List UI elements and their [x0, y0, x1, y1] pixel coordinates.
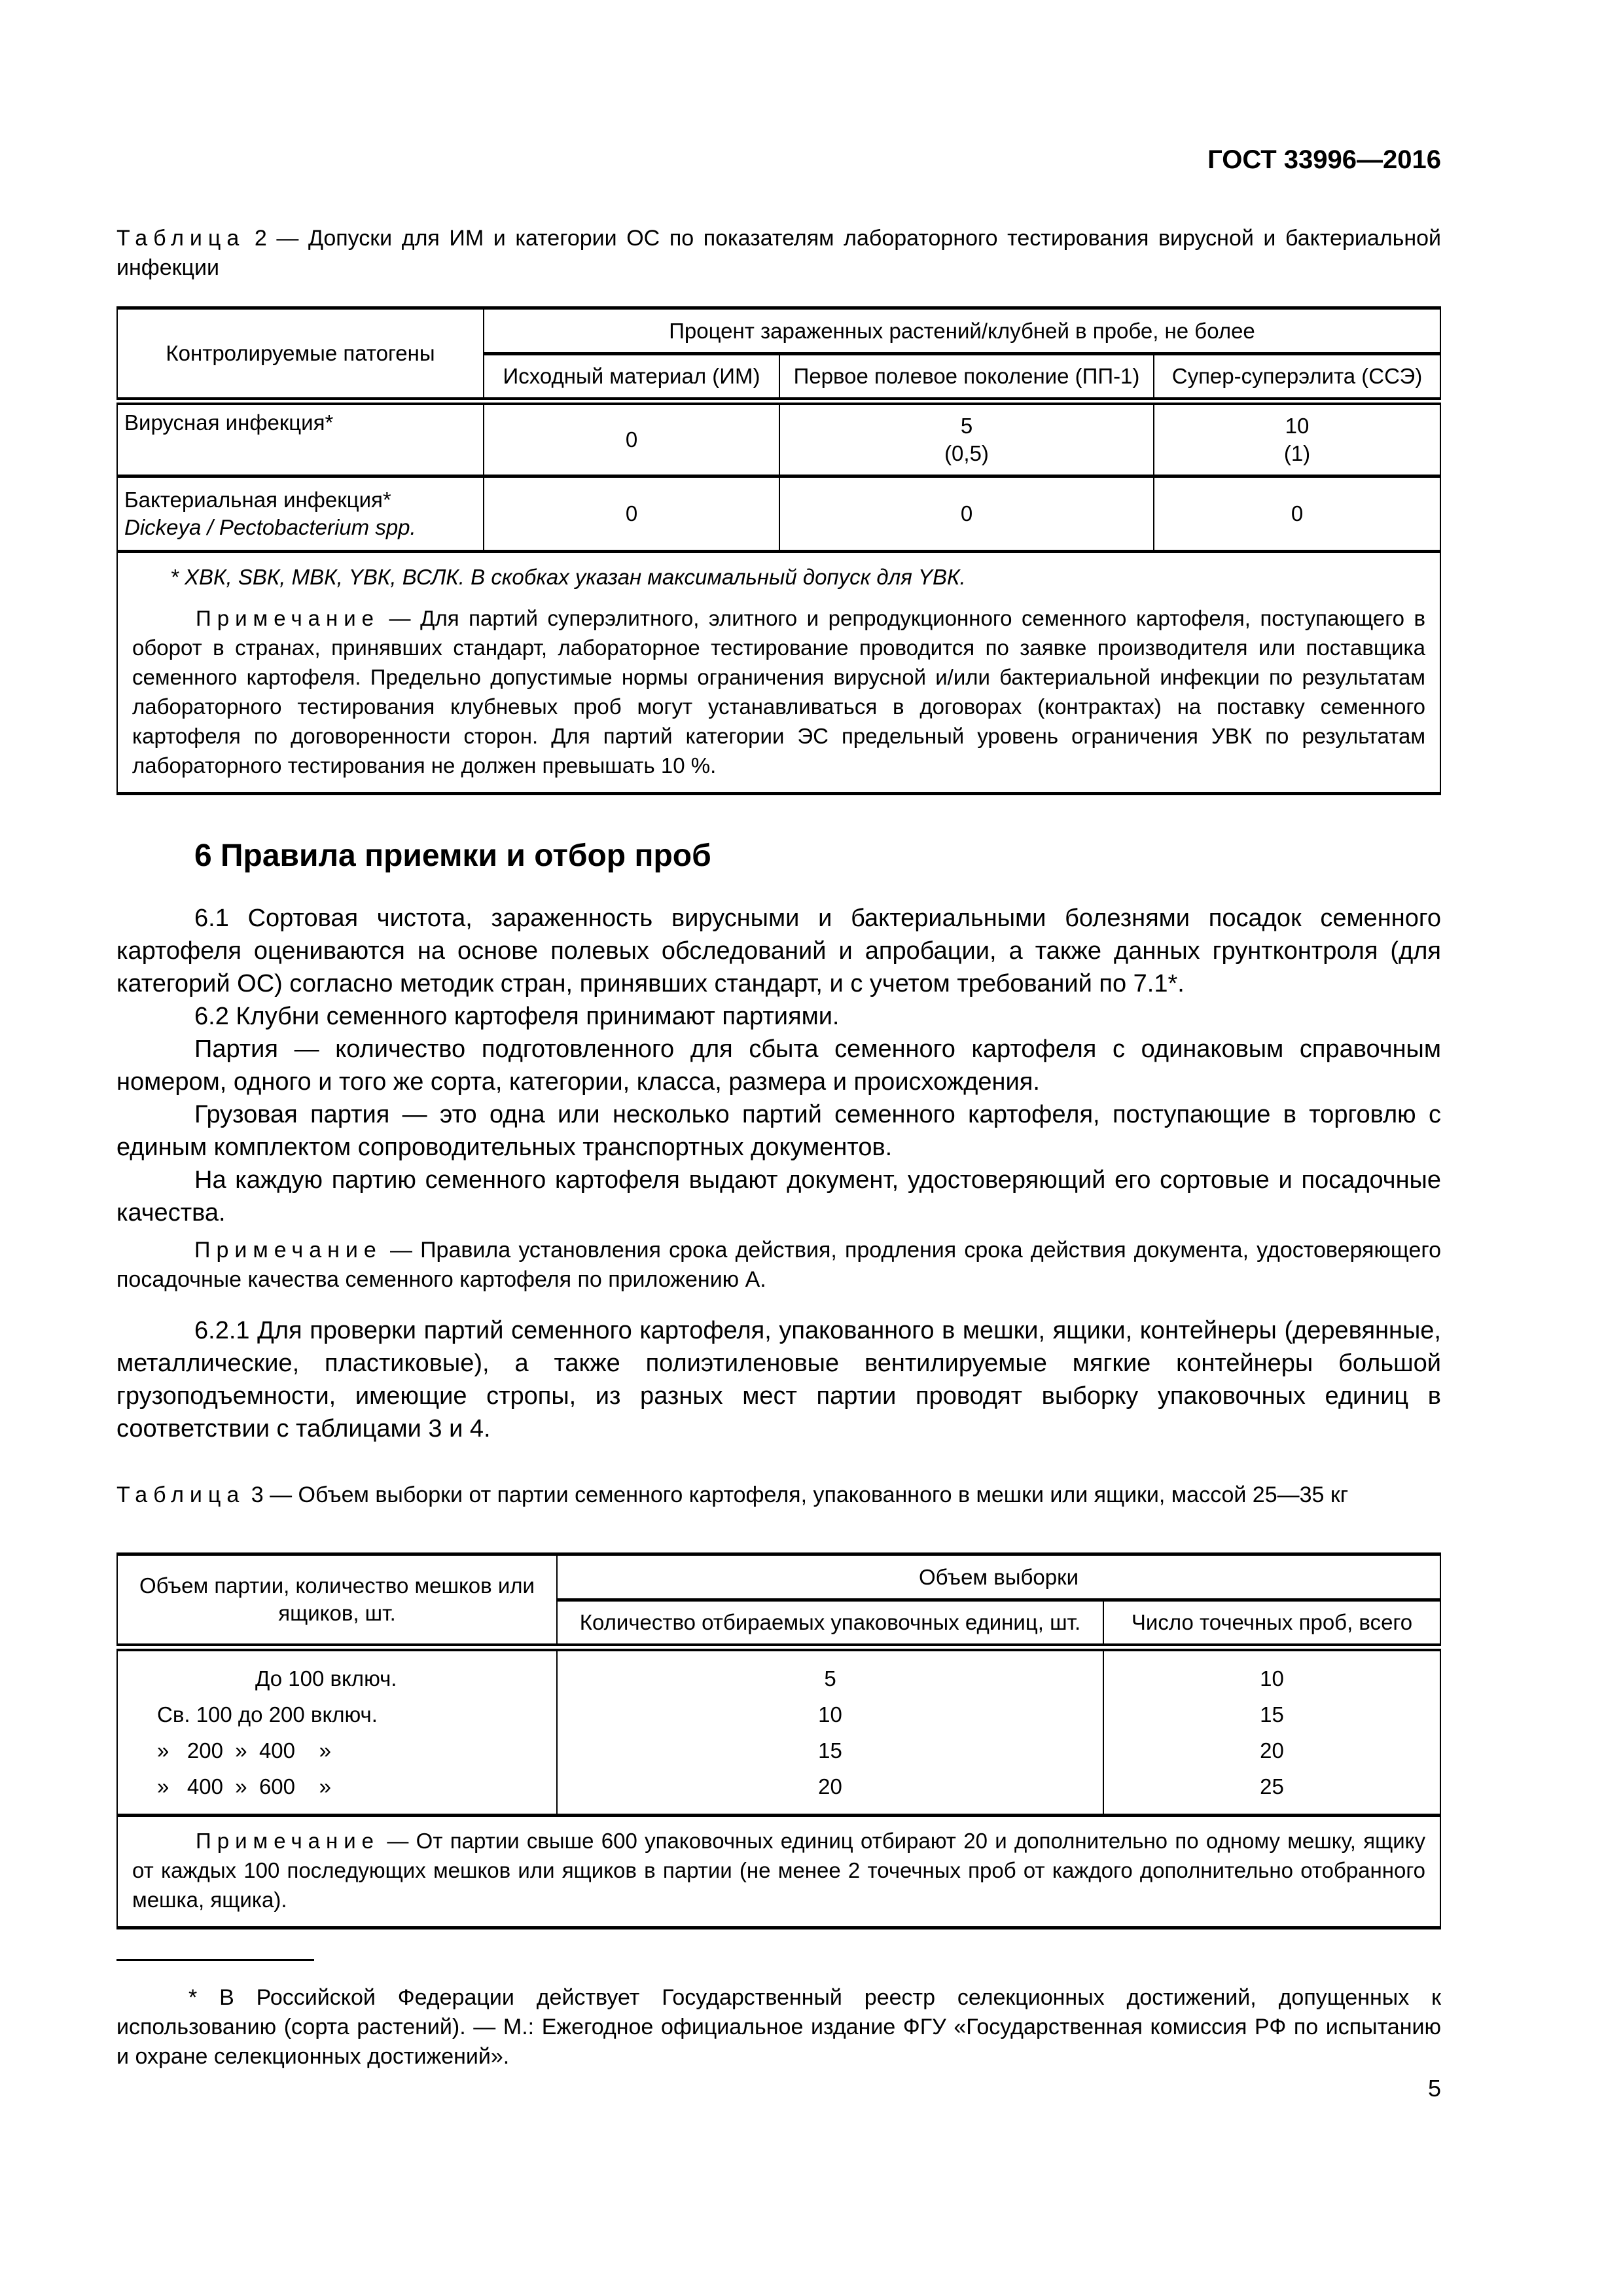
- value-sse-ybk: (1): [1283, 440, 1311, 465]
- row-value: 0: [1154, 476, 1440, 552]
- table-row: [117, 1768, 1440, 1816]
- table2-col-im: Исходный материал (ИМ): [484, 354, 779, 401]
- section6-note: [116, 1236, 1441, 1295]
- table3-caption: [116, 1480, 1441, 1510]
- row-name: Вирусная инфекция*: [117, 401, 484, 476]
- table2-col-sse: Супер-суперэлита (ССЭ): [1154, 354, 1440, 401]
- row-samples: 25: [1103, 1768, 1440, 1816]
- table2-note: [132, 603, 1425, 780]
- page-number: 5: [1427, 2075, 1441, 2102]
- row-samples: 10: [1103, 1647, 1440, 1696]
- row-units: 10: [557, 1696, 1103, 1732]
- table3-caption-label: Таблица: [116, 1482, 245, 1507]
- table2-header-pathogens: Контролируемые патогены: [117, 308, 484, 401]
- table3-col-samples: Число точечных проб, всего: [1103, 1600, 1440, 1647]
- table-row: [117, 1696, 1440, 1732]
- row-samples: 15: [1103, 1696, 1440, 1732]
- table2: [116, 306, 1441, 795]
- table3-header-lot: Объем партии, количество мешков или ящиков, шт.: [117, 1554, 557, 1647]
- table-row: [117, 476, 1440, 552]
- table2-notes: [117, 552, 1440, 794]
- table3-note-text: [132, 1826, 1425, 1914]
- row-name: [117, 476, 484, 552]
- note-label: Примечание: [196, 1828, 380, 1853]
- row-range: » 200 » 400 »: [117, 1732, 557, 1768]
- note-text: — Правила установления срока действия, продления срока действия документа, удостоверяющего посадочные качества семенного картофеля по приложению А.: [116, 1238, 1441, 1292]
- section-heading: 6 Правила приемки и отбор проб: [194, 838, 711, 873]
- table3: [116, 1552, 1441, 1929]
- paragraph-6-1: 6.1 Сортовая чистота, зараженность вирусными и бактериальными болезнями посадок семенного картофеля оцениваются на основе полевых обследований и апробации, а также данных грунтконтроля (для категорий ОС) согласно методик стран, принявших стандарт, и с учетом требований по 7.1*.: [116, 905, 1441, 997]
- paragraph-6-2: 6.2 Клубни семенного картофеля принимают партиями.: [194, 1003, 840, 1030]
- value-pp1-ybk: (0,5): [944, 440, 989, 465]
- value-pp1: 5: [960, 413, 973, 438]
- value-sse: 10: [1285, 413, 1310, 438]
- row-range: Св. 100 до 200 включ.: [117, 1696, 557, 1732]
- table2-col-pp1: Первое полевое поколение (ПП-1): [779, 354, 1154, 401]
- section6-body: [116, 902, 1441, 1229]
- table2-footnote: * ХВК, SВК, МВК, YВК, ВСЛК. В скобках указан максимальный допуск для YВК.: [170, 565, 966, 589]
- row-range: » 400 » 600 »: [117, 1768, 557, 1816]
- row-name-species: Dickeya / Pectobacterium spp.: [124, 515, 416, 539]
- paragraph-document: На каждую партию семенного картофеля выдают документ, удостоверяющий его сортовые и посадочные качества.: [116, 1166, 1441, 1227]
- footnote-divider: [116, 1959, 314, 1961]
- row-value: 0: [484, 476, 779, 552]
- table2-caption: [116, 224, 1441, 283]
- row-units: 20: [557, 1768, 1103, 1816]
- table-row: [117, 1732, 1440, 1768]
- table3-group-header: Объем выборки: [557, 1554, 1440, 1600]
- note-label: Примечание: [196, 606, 380, 630]
- page-footnote: * В Российской Федерации действует Государственный реестр селекционных достижений, допущенных к использованию (сорта растений). — М.: Ежегодное официальное издание ФГУ «Государственная комиссия РФ по испытанию и охране селекционных достижений».: [116, 1985, 1441, 2069]
- table3-note: [117, 1815, 1440, 1928]
- note-text: — От партии свыше 600 упаковочных единиц отбирают 20 и дополнительно по одному мешку, ящику от каждых 100 последующих мешков или ящиков в партии (не менее 2 точечных проб от каждого дополнительно отобранного мешка, ящика).: [132, 1828, 1425, 1912]
- note-label: Примечание: [194, 1238, 382, 1263]
- row-value: [484, 401, 779, 476]
- paragraph-6-2-1: [116, 1314, 1441, 1445]
- row-value: [1154, 401, 1440, 476]
- row-value: 0: [779, 476, 1154, 552]
- row-name-main: Бактериальная инфекция*: [124, 488, 391, 512]
- document-id: ГОСТ 33996—2016: [1207, 145, 1441, 174]
- table3-col-units: Количество отбираемых упаковочных единиц, шт.: [557, 1600, 1103, 1647]
- row-units: 5: [557, 1647, 1103, 1696]
- table-row: [117, 401, 1440, 476]
- paragraph-lot: Партия — количество подготовленного для сбыта семенного картофеля с одинаковым справочным номером, одного и того же сорта, категории, класса, размера и происхождения.: [116, 1035, 1441, 1096]
- value-im: 0: [625, 427, 638, 452]
- paragraph-cargo-lot: Грузовая партия — это одна или несколько партий семенного картофеля, поступающие в торговлю с единым комплектом сопроводительных транспортных документов.: [116, 1101, 1441, 1161]
- row-units: 15: [557, 1732, 1103, 1768]
- table2-caption-text: 2 — Допуски для ИМ и категории ОС по показателям лабораторного тестирования вирусной и бактериальной инфекции: [116, 226, 1441, 280]
- row-range: До 100 включ.: [117, 1647, 557, 1696]
- row-value: [779, 401, 1154, 476]
- paragraph-6-2-1-text: 6.2.1 Для проверки партий семенного картофеля, упакованного в мешки, ящики, контейнеры (деревянные, металлические, пластиковые), а также полиэтиленовые вентилируемые мягкие контейнеры большой грузоподъемности, имеющие стропы, из разных мест партии проводят выборку упаковочных единиц в соответствии с таблицами 3 и 4.: [116, 1317, 1441, 1443]
- table-row: [117, 1647, 1440, 1696]
- row-samples: 20: [1103, 1732, 1440, 1768]
- table2-caption-label: Таблица: [116, 226, 245, 251]
- table3-caption-text: 3 — Объем выборки от партии семенного картофеля, упакованного в мешки или ящики, массой 25—35 кг: [245, 1482, 1349, 1507]
- note-text: — Для партий суперэлитного, элитного и репродукционного семенного картофеля, поступающего в оборот в странах, принявших стандарт, лабораторное тестирование проводится по заявке производителя или поставщика семенного картофеля. Предельно допустимые нормы ограничения вирусной и/или бактериальной инфекции по результатам лабораторного тестирования клубневых проб могут устанавливаться в договорах (контрактах) на поставку семенного картофеля по договоренности сторон. Для партий категории ЭС предельный уровень ограничения УВК по результатам лабораторного тестирования не должен превышать 10 %.: [132, 606, 1425, 778]
- table2-group-header: Процент зараженных растений/клубней в пробе, не более: [484, 308, 1440, 354]
